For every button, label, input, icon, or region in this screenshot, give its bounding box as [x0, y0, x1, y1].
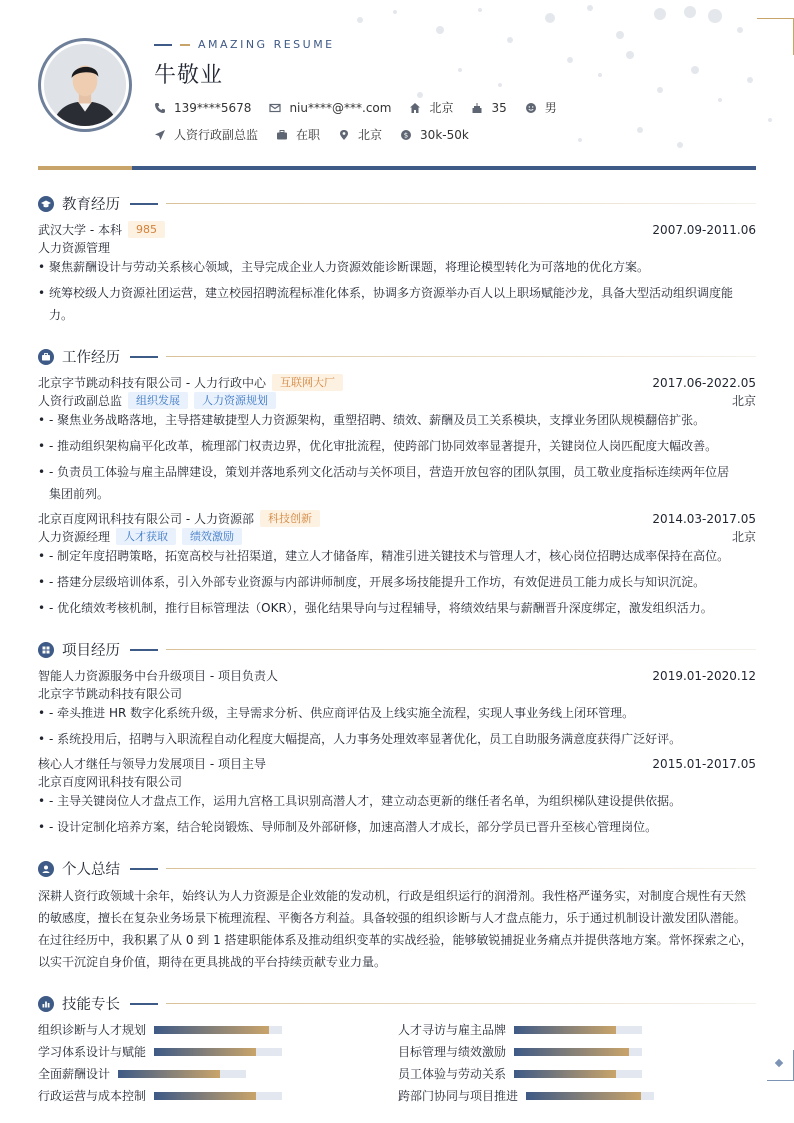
company-tag: 科技创新 — [260, 510, 320, 527]
home-icon — [409, 102, 421, 114]
job-role: 人资行政副总监 — [38, 394, 123, 408]
mail-icon — [269, 102, 281, 114]
skill-item — [38, 1065, 246, 1082]
phone-text: 139****5678 — [174, 100, 252, 115]
skill-item — [398, 1087, 654, 1104]
skill-bar — [154, 1092, 282, 1100]
education-entry — [38, 221, 756, 238]
summary-text: 深耕人资行政领域十余年，始终认为人力资源是企业效能的发动机，行政是组织运行的润滑剂。我性格严谨务实，对制度合规性有天然的敏感度，擅长在复杂业务场景下梳理流程、平衡各方利益。具备较强的组织诊断与人才盘点能力，乐于通过机制设计激发团队潜能。在过往经历中，我积累了从 0 到 1 搭建职能体系及推动组织变革的实战经验，能够敏锐捕捉业务痛点并提供落地方案。常怀探索之心，以实干沉淀自身价值，期待在更具挑战的平台持续贡献专业力量。 — [38, 889, 753, 969]
job-location: 北京 — [731, 530, 756, 544]
smile-icon — [525, 102, 537, 114]
role-tag: 人才获取 — [116, 528, 176, 545]
skill-item — [398, 1043, 642, 1060]
list-item: • - 设计定制化培养方案，结合轮岗锻炼、导师制及外部研修，加速高潜人才成长，部分学员已晋升至核心管理岗位。 — [38, 820, 658, 834]
position-text: 人资行政副总监 — [174, 128, 259, 142]
header-divider — [38, 166, 756, 170]
work-section-title — [38, 346, 756, 367]
project-header — [38, 667, 756, 684]
grid-icon — [38, 642, 54, 658]
skill-name: 目标管理与绩效激励 — [398, 1045, 507, 1059]
salary-text: 30k-50k — [420, 127, 469, 142]
skill-bar — [154, 1048, 282, 1056]
location-icon — [338, 129, 350, 141]
skill-name: 行政运营与成本控制 — [38, 1089, 147, 1103]
skill-bar — [118, 1070, 246, 1078]
gender-text: 男 — [544, 101, 557, 115]
project-company-row — [38, 773, 756, 790]
project-period: 2015.01-2017.05 — [652, 756, 756, 771]
work-heading: 工作经历 — [62, 350, 120, 366]
skill-item — [38, 1087, 282, 1104]
project-header — [38, 755, 756, 772]
graduation-cap-icon — [38, 196, 54, 212]
job-location: 北京 — [731, 394, 756, 408]
skill-level — [514, 1048, 629, 1056]
skills-heading: 技能专长 — [62, 997, 120, 1013]
skill-item — [38, 1043, 282, 1060]
portrait-image — [44, 44, 126, 126]
school-tag: 985 — [128, 221, 165, 238]
list-item: • - 制定年度招聘策略，拓宽高校与社招渠道，建立人才储备库，精准引进关键技术与管理人才，核心岗位招聘达成率保持在高位。 — [38, 549, 730, 563]
project-heading: 项目经历 — [62, 643, 120, 659]
age-text: 35 — [491, 100, 507, 115]
skill-name: 全面薪酬设计 — [38, 1067, 111, 1081]
job-period: 2017.06-2022.05 — [652, 375, 756, 390]
status-text: 在职 — [296, 128, 321, 142]
role-tag: 组织发展 — [128, 392, 188, 409]
send-icon — [154, 129, 166, 141]
avatar — [38, 38, 132, 132]
city-text: 北京 — [429, 101, 454, 115]
skill-bar — [514, 1070, 642, 1078]
skill-level — [154, 1026, 269, 1034]
job-role: 人力资源经理 — [38, 530, 111, 544]
project-section-title — [38, 639, 756, 660]
skill-name: 员工体验与劳动关系 — [398, 1067, 507, 1081]
skill-level — [154, 1048, 256, 1056]
city-info — [409, 99, 453, 116]
major: 人力资源管理 — [38, 241, 111, 255]
project-name: 智能人力资源服务中台升级项目 - 项目负责人 — [38, 669, 278, 683]
role-tag: 绩效激励 — [182, 528, 242, 545]
role-tag: 人力资源规划 — [194, 392, 276, 409]
skill-item — [398, 1065, 642, 1082]
svg-text:$: $ — [403, 131, 409, 139]
job-header — [38, 510, 756, 527]
list-item: • - 搭建分层级培训体系，引入外部专业资源与内部讲师制度，开展多场技能提升工作坊，有效促进员工能力成长与知识沉淀。 — [38, 575, 706, 589]
company-name: 北京百度网讯科技有限公司 - 人力资源部 — [38, 512, 254, 526]
school-name: 武汉大学 - 本科 — [38, 223, 122, 237]
list-item: • - 牵头推进 HR 数字化系统升级，主导需求分析、供应商评估及上线实施全流程，实现人事业务线上闭环管理。 — [38, 706, 635, 720]
education-section-title — [38, 193, 756, 214]
job-period: 2014.03-2017.05 — [652, 511, 756, 526]
project-period: 2019.01-2020.12 — [652, 668, 756, 683]
skill-name: 跨部门协同与项目推进 — [398, 1089, 519, 1103]
project-name: 核心人才继任与领导力发展项目 - 项目主导 — [38, 757, 266, 771]
skill-level — [526, 1092, 641, 1100]
skill-bar — [154, 1026, 282, 1034]
skill-level — [514, 1026, 616, 1034]
project-company: 北京字节跳动科技有限公司 — [38, 687, 183, 701]
list-item: • 统筹校级人力资源社团运营，建立校园招聘流程标准化体系，协调多方资源举办百人以上职场赋能沙龙，具备大型活动组织调度能力。 — [38, 286, 734, 322]
status-info — [276, 126, 320, 143]
job-role-row — [38, 392, 756, 409]
phone-info — [154, 101, 251, 115]
list-item: • - 主导关键岗位人才盘点工作，运用九宫格工具识别高潜人才，建立动态更新的继任者名单，为组织梯队建设提供依据。 — [38, 794, 682, 808]
skill-item — [398, 1021, 642, 1038]
job-header — [38, 374, 756, 391]
list-item: • - 负责员工体验与雇主品牌建设，策划并落地系列文化活动与关怀项目，营造开放包容的团队氛围，员工敬业度指标连续两年位居集团前列。 — [38, 465, 730, 501]
position-info — [154, 126, 258, 143]
corner-decoration-top — [757, 18, 794, 55]
education-period: 2007.09-2011.06 — [652, 222, 756, 237]
target-city-text: 北京 — [358, 128, 383, 142]
bar-chart-icon — [38, 996, 54, 1012]
list-item: • - 聚焦业务战略落地，主导搭建敏捷型人力资源架构，重塑招聘、绩效、薪酬及员工关系模块，支撑业务团队规模翻倍扩张。 — [38, 413, 706, 427]
tagline — [154, 38, 335, 51]
gender-info — [525, 99, 557, 116]
email-info — [269, 101, 391, 115]
job-role-row — [38, 528, 756, 545]
skill-bar — [514, 1026, 642, 1034]
skill-bar — [514, 1048, 642, 1056]
email-text: niu****@***.com — [289, 100, 392, 115]
tagline-text: AMAZING RESUME — [198, 38, 335, 51]
cake-icon — [471, 102, 483, 114]
target-city-info — [338, 126, 382, 143]
list-item: • - 优化绩效考核机制，推行目标管理法（OKR），强化结果导向与过程辅导，将绩效结果与薪酬晋升深度绑定，激发组织活力。 — [38, 601, 713, 615]
phone-icon — [154, 102, 166, 114]
major-row — [38, 239, 756, 256]
skill-level — [514, 1070, 616, 1078]
project-company-row — [38, 685, 756, 702]
age-info — [471, 101, 506, 115]
user-icon — [38, 861, 54, 877]
list-item: • - 系统投用后，招聘与入职流程自动化程度大幅提高，人力事务处理效率显著优化，员工自助服务满意度获得广泛好评。 — [38, 732, 682, 746]
company-tag: 互联网大厂 — [272, 374, 343, 391]
skill-name: 学习体系设计与赋能 — [38, 1045, 147, 1059]
salary-info — [400, 128, 469, 142]
skill-level — [118, 1070, 220, 1078]
summary-section-title — [38, 858, 756, 879]
job-intent-row — [154, 126, 487, 143]
contact-row — [154, 99, 575, 116]
briefcase-icon — [38, 349, 54, 365]
summary-heading: 个人总结 — [62, 862, 120, 878]
candidate-name: 牛敬业 — [154, 63, 224, 88]
company-name: 北京字节跳动科技有限公司 - 人力行政中心 — [38, 376, 266, 390]
skill-name: 组织诊断与人才规划 — [38, 1023, 147, 1037]
skill-name: 人才寻访与雇主品牌 — [398, 1023, 507, 1037]
skill-bar — [526, 1092, 654, 1100]
project-company: 北京百度网讯科技有限公司 — [38, 775, 183, 789]
skill-item — [38, 1021, 282, 1038]
education-heading: 教育经历 — [62, 197, 120, 213]
list-item: • 聚焦薪酬设计与劳动关系核心领域，主导完成企业人力资源效能诊断课题，将理论模型转化为可落地的优化方案。 — [38, 260, 650, 274]
list-item: • - 推动组织架构扁平化改革，梳理部门权责边界，优化审批流程，使跨部门协同效率显著提升，关键岗位人岗匹配度大幅改善。 — [38, 439, 718, 453]
skills-section-title — [38, 993, 756, 1014]
money-icon — [400, 129, 412, 141]
skill-level — [154, 1092, 256, 1100]
briefcase-icon — [276, 129, 288, 141]
